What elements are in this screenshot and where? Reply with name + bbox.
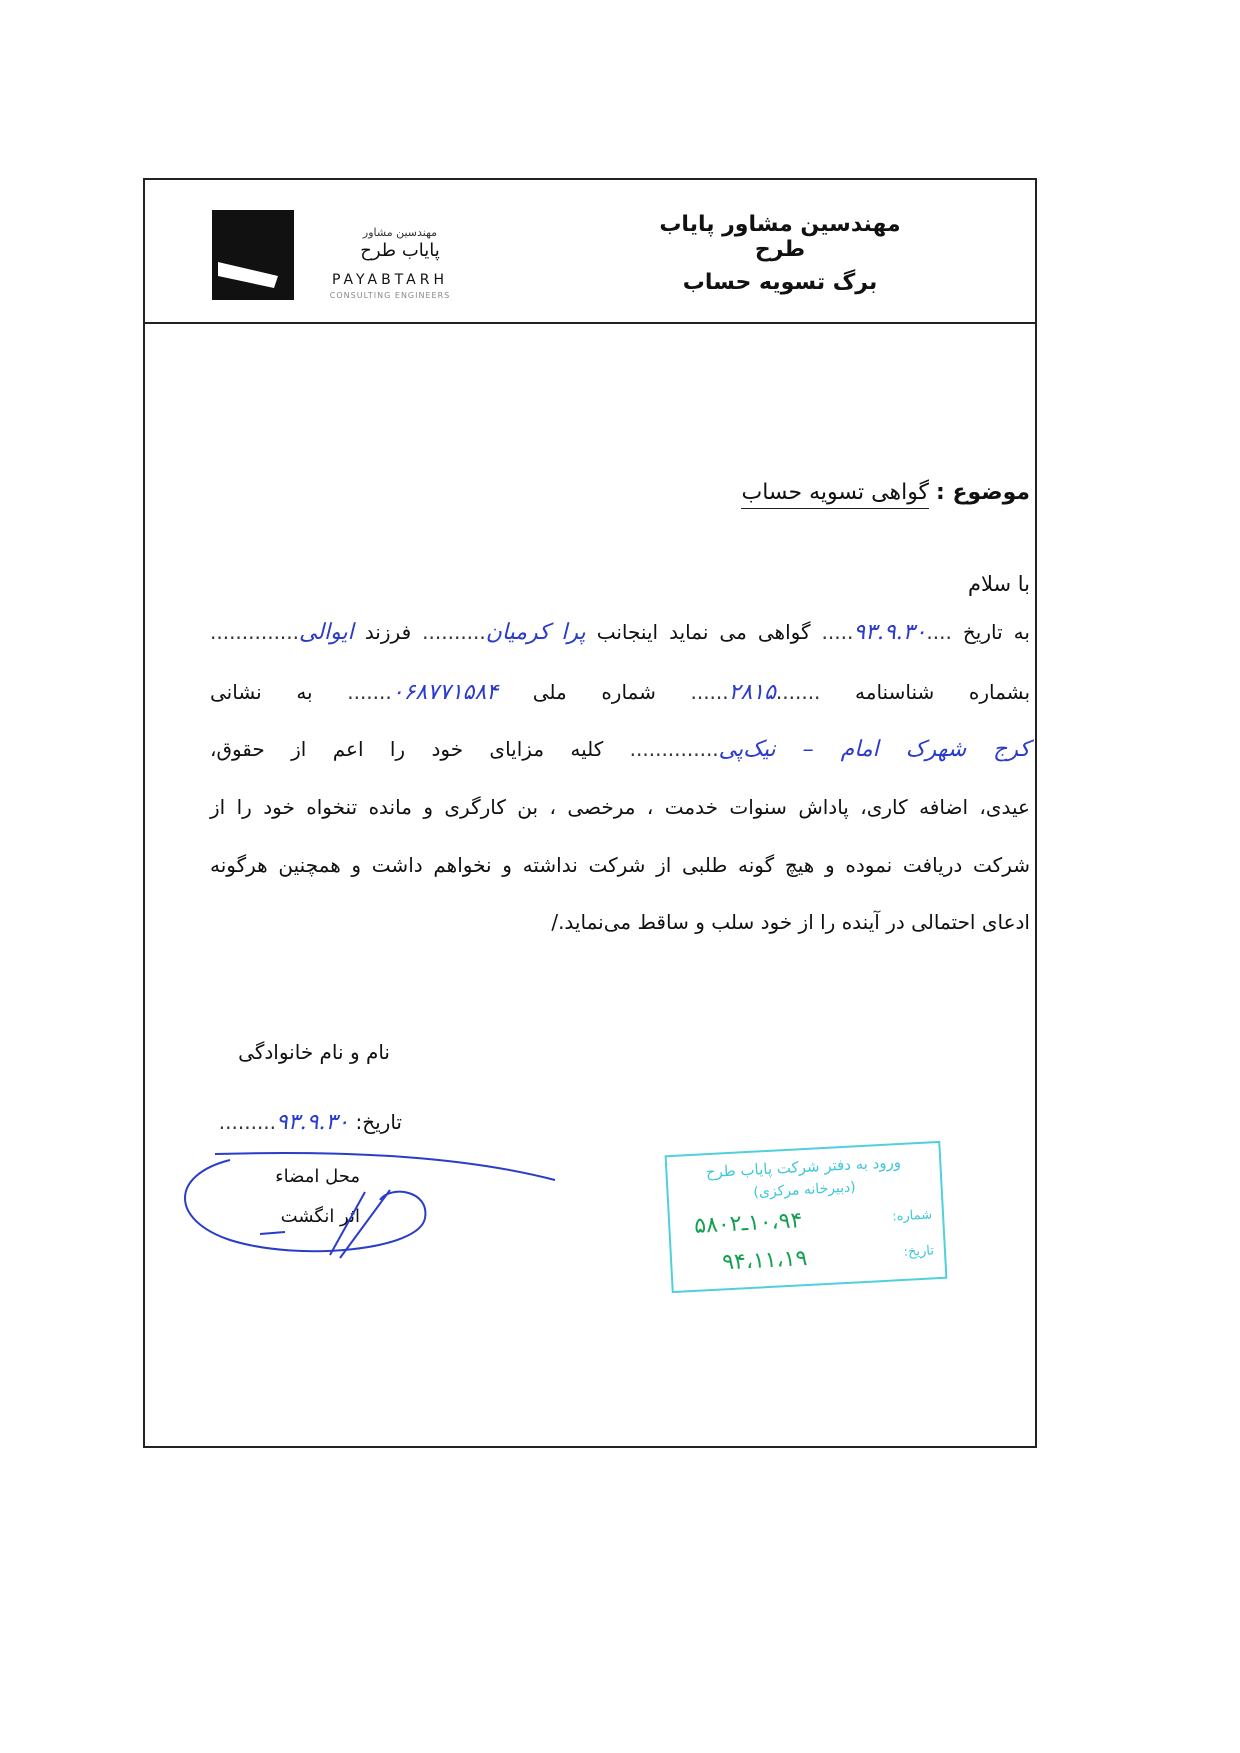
logo-tagline: CONSULTING ENGINEERS bbox=[329, 291, 451, 300]
footer-date-label: تاریخ: bbox=[355, 1110, 402, 1134]
logo-text-fa: پایاب طرح bbox=[360, 240, 440, 261]
address-label: به نشانی bbox=[210, 680, 313, 704]
stamp-number-label: شماره: bbox=[891, 1207, 933, 1225]
birth-cert-label: بشماره شناسنامه bbox=[855, 680, 1031, 704]
name-field-label: نام و نام خانوادگی bbox=[238, 1040, 390, 1064]
stamp-number: ۱۰،۹۴ـ۵۸۰۲ bbox=[693, 1208, 803, 1239]
stamp-subtitle: (دبیرخانه مرکزی) bbox=[753, 1179, 857, 1201]
greeting: با سلام bbox=[967, 572, 1030, 596]
handwritten-date: ۹۳.۹.۳۰ bbox=[853, 620, 927, 645]
registry-stamp bbox=[665, 1141, 948, 1293]
body-line-1: به تاریخ ....۹۳.۹.۳۰..... گواهی می نماید اینجانب پرا کرمیان.......... فرزند ایوالی.............. bbox=[210, 620, 1030, 645]
stamp-title: ورود به دفتر شرکت پایاب طرح bbox=[705, 1152, 902, 1182]
body-line-4: عیدی، اضافه کاری، پاداش سنوات خدمت ، مرخصی ، بن کارگری و مانده تنخواه خود را از bbox=[210, 795, 1030, 819]
body-line-2: بشماره شناسنامه .......۲۸۱۵...... شماره ملی ۰۶۸۷۷۱۵۸۴....... به نشانی bbox=[210, 680, 1031, 705]
subject-value: گواهی تسویه حساب bbox=[741, 480, 929, 509]
signature-label: محل امضاء bbox=[275, 1166, 360, 1187]
stamp-date-label: تاریخ: bbox=[903, 1243, 935, 1260]
stamp-date: ۹۴،۱۱،۱۹ bbox=[721, 1246, 808, 1276]
national-id-label: شماره ملی bbox=[532, 680, 656, 704]
subject-label: موضوع : bbox=[936, 480, 1030, 505]
form-title: برگ تسویه حساب bbox=[682, 270, 878, 295]
body-line-3: کرج شهرک امام – نیک‌پی.............. کلیه مزایای خود را اعم از حقوق، bbox=[210, 737, 1030, 762]
handwritten-father-name: ایوالی bbox=[299, 620, 354, 645]
handwritten-birth-cert-no: ۲۸۱۵ bbox=[728, 680, 776, 705]
logo-text-en: PAYABTARH bbox=[332, 272, 448, 288]
handwritten-name: پرا کرمیان bbox=[485, 620, 586, 645]
body-line-5: شرکت دریافت نموده و هیچ گونه طلبی از شرکت نداشته و نخواهم داشت و همچنین هرگونه bbox=[210, 853, 1030, 877]
date-intro: به تاریخ bbox=[962, 620, 1030, 644]
handwritten-national-id: ۰۶۸۷۷۱۵۸۴ bbox=[391, 680, 499, 705]
body-line-6: ادعای احتمالی در آینده را از خود سلب و ساقط می‌نماید./ bbox=[551, 910, 1030, 934]
child-of-label: فرزند bbox=[364, 620, 412, 644]
thumbprint-label: اثر انگشت bbox=[280, 1206, 360, 1227]
handwritten-address: کرج شهرک امام – نیک‌پی bbox=[718, 737, 1030, 762]
body-text-3: کلیه مزایای خود را اعم از حقوق، bbox=[210, 737, 604, 761]
handwritten-footer-date: ۹۳.۹.۳۰ bbox=[276, 1110, 350, 1135]
footer-date: تاریخ: ۹۳.۹.۳۰......... bbox=[218, 1110, 402, 1135]
certify-text: گواهی می نماید اینجانب bbox=[596, 620, 811, 644]
company-name: مهندسین مشاور پایاب طرح bbox=[659, 212, 901, 262]
logo-subtitle: مهندسین مشاور bbox=[362, 226, 438, 239]
